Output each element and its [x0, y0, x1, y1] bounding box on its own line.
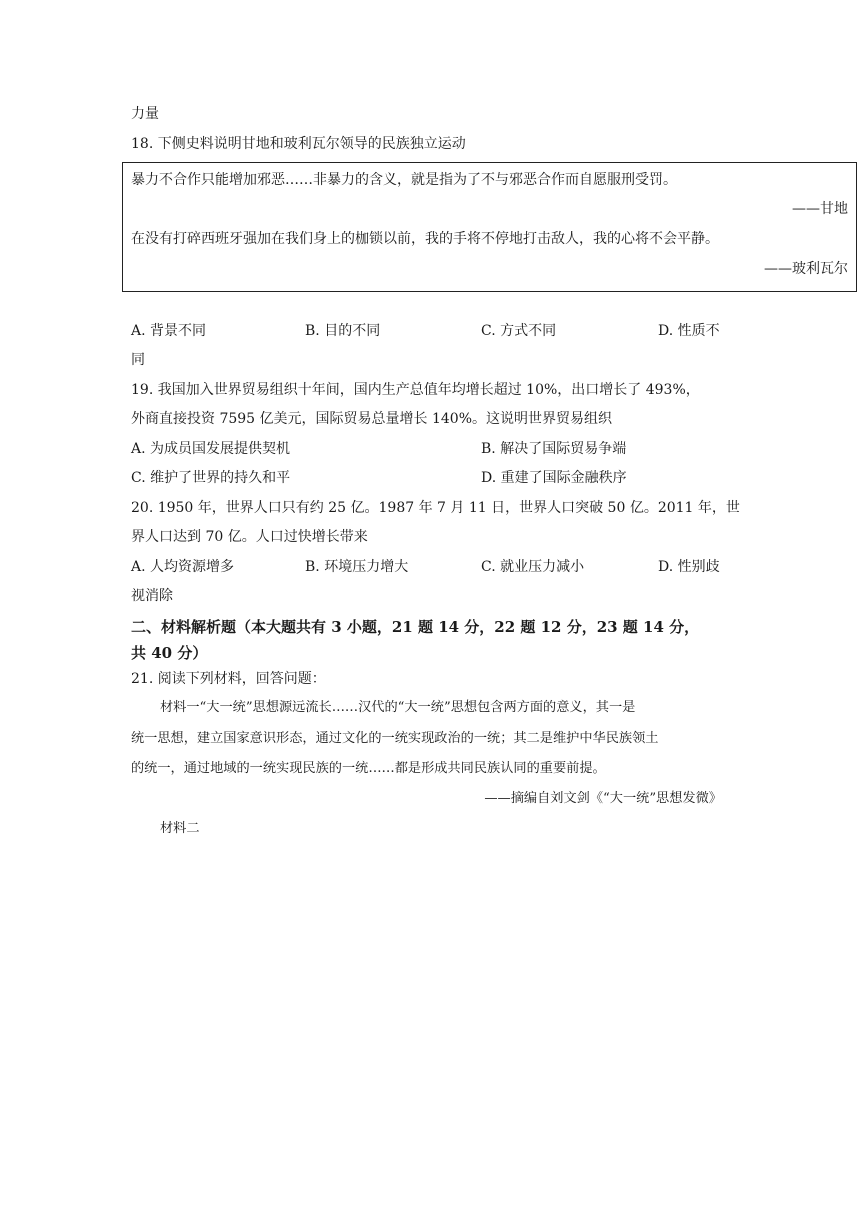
q20-option-c: C. 就业压力减小: [481, 559, 585, 575]
question-20-stem-line2: 界人口达到 70 亿。人口过快增长带来: [131, 529, 368, 545]
question-19-stem-line1: 19. 我国加入世界贸易组织十年间，国内生产总值年均增长超过 10%，出口增长了 493%，: [131, 382, 700, 398]
q19-option-a: A. 为成员国发展提供契机: [131, 441, 291, 457]
question-18-stem: 18. 下侧史料说明甘地和玻利瓦尔领导的民族独立运动: [131, 136, 466, 152]
material-1-line2: 统一思想，建立国家意识形态，通过文化的一统实现政治的一统；其二是维护中华民族领土: [131, 731, 659, 746]
q18-option-d-wrap: 同: [131, 352, 145, 368]
q20-option-a: A. 人均资源增多: [131, 559, 235, 575]
q20-option-b: B. 环境压力增大: [305, 559, 409, 575]
q18-option-b: B. 目的不同: [305, 323, 381, 339]
bolivar-attribution: ——玻利瓦尔: [764, 261, 848, 277]
q20-option-d: D. 性别歧: [658, 559, 720, 575]
gandhi-quote: 暴力不合作只能增加邪恶……非暴力的含义，就是指为了不与邪恶合作而自愿服刑受罚。: [131, 172, 677, 188]
question-19-stem-line2: 外商直接投资 7595 亿美元，国际贸易总量增长 140%。这说明世界贸易组织: [131, 411, 613, 427]
question-20-stem-line1: 20. 1950 年，世界人口只有约 25 亿。1987 年 7 月 11 日，世界人口突破 50 亿。2011 年，世: [131, 500, 740, 516]
bolivar-quote: 在没有打碎西班牙强加在我们身上的枷锁以前，我的手将不停地打击敌人，我的心将不会平静。: [131, 231, 719, 247]
gandhi-attribution: ——甘地: [792, 201, 848, 217]
quote-box: [122, 162, 857, 292]
q19-option-c: C. 维护了世界的持久和平: [131, 470, 291, 486]
q18-option-c: C. 方式不同: [481, 323, 557, 339]
q19-option-b: B. 解决了国际贸易争端: [481, 441, 627, 457]
question-21-stem: 21. 阅读下列材料，回答问题：: [131, 671, 326, 687]
section-heading-line2: 共 40 分）: [131, 644, 208, 662]
previous-question-tail: 力量: [131, 106, 159, 122]
q18-option-d: D. 性质不: [658, 323, 720, 339]
q18-option-a: A. 背景不同: [131, 323, 207, 339]
material-1-line1: 材料一“大一统”思想源远流长……汉代的“大一统”思想包含两方面的意义，其一是: [160, 700, 636, 715]
material-1-source: ——摘编自刘文剑《“大一统”思想发微》: [484, 791, 722, 806]
q19-option-d: D. 重建了国际金融秩序: [481, 470, 627, 486]
material-1-line3: 的统一，通过地域的一统实现民族的一统……都是形成共同民族认同的重要前提。: [131, 761, 606, 776]
material-2-label: 材料二: [160, 821, 200, 836]
section-heading-line1: 二、材料解析题（本大题共有 3 小题，21 题 14 分，22 题 12 分，23 题 14 分，: [131, 618, 700, 636]
q20-option-d-wrap: 视消除: [131, 588, 173, 604]
